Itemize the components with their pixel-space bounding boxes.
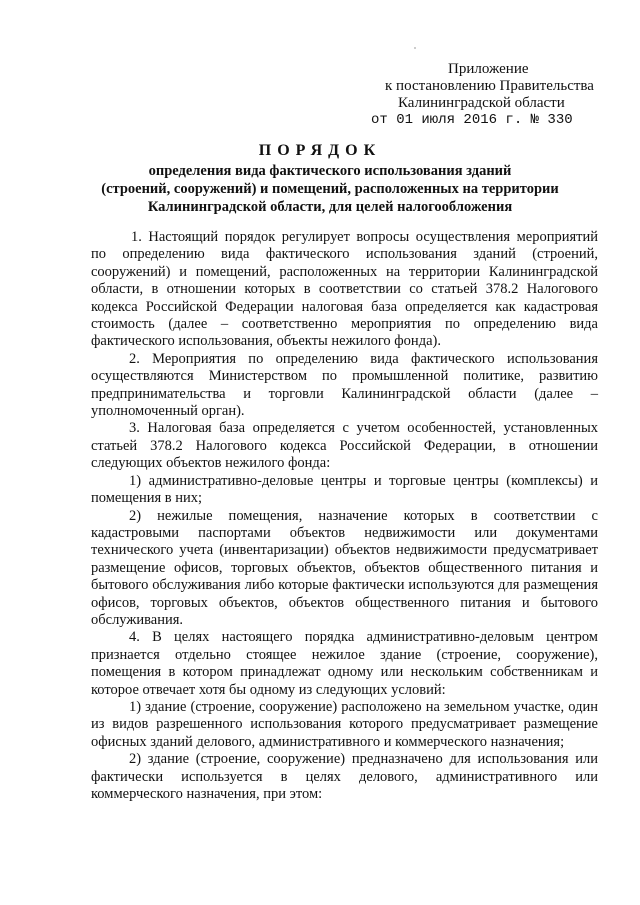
- paragraph-1: 1. Настоящий порядок регулирует вопросы осуществления мероприятий по определению вида фактического использования зданий (строений, сооружений) и помещений, расположенных на территории Калининградской области, в отношении которых в соответствии со статьей 378.2 Налогового кодекса Российской Федерации налоговая база определяется как кадастровая стоимость (далее – соответственно мероприятия по определению вида фактического использования, объекты нежилого фонда).: [91, 229, 598, 350]
- annex-header: [368, 61, 608, 129]
- paragraph-2: 2. Мероприятия по определению вида фактического использования осуществляются Министерством по промышленной политике, развитию предпринимательства и торговли Калининградской области (далее – уполномоченный орган).: [91, 350, 598, 420]
- annex-line-1: Приложение: [448, 61, 529, 77]
- annex-line-3: Калининградской области: [398, 95, 565, 111]
- subtitle-line-2: (строений, сооружений) и помещений, расположенных на территории: [101, 181, 559, 197]
- paragraph-3: 3. Налоговая база определяется с учетом особенностей, установленных статьей 378.2 Налогового кодекса Российской Федерации, в отношении следующих объектов нежилого фонда:: [91, 420, 598, 472]
- annex-line-2: к постановлению Правительства: [385, 78, 594, 94]
- paragraph-3-item-1: 1) административно-деловые центры и торговые центры (комплексы) и помещения в них;: [91, 472, 598, 507]
- paragraph-3-item-2: 2) нежилые помещения, назначение которых в соответствии с кадастровыми паспортами объектов недвижимости или документами технического учета (инвентаризации) объектов недвижимости предусматривает размещение офисов, торговых объектов, объектов общественного питания и бытового обслуживания либо которые фактически используются для размещения офисов, торговых объектов, объектов общественного питания и бытового обслуживания.: [91, 507, 598, 628]
- paragraph-4-item-1: 1) здание (строение, сооружение) расположено на земельном участке, один из видов разрешенного использования которого предусматривает размещение офисных зданий делового, административного и коммерческого назначения;: [91, 698, 598, 750]
- paragraph-4-item-2: 2) здание (строение, сооружение) предназначено для использования или фактически используется в целях делового, административного или коммерческого назначения, при этом:: [91, 751, 598, 802]
- document-title: ПОРЯДОК: [258, 142, 382, 159]
- scan-speck: [414, 47, 416, 49]
- paragraph-4: 4. В целях настоящего порядка административно-деловым центром признается отдельно стоящее нежилое здание (строение, сооружение), помещения в котором принадлежат одному или нескольким собственникам и которое отвечает хотя бы одному из следующих условий:: [91, 629, 598, 698]
- subtitle-line-1: определения вида фактического использования зданий: [148, 163, 512, 179]
- annex-date-number: от 01 июля 2016 г. № 330: [371, 112, 573, 128]
- document-subtitle: [80, 162, 580, 216]
- document-body: [91, 229, 598, 803]
- subtitle-line-3: Калининградской области, для целей налогообложения: [147, 199, 513, 215]
